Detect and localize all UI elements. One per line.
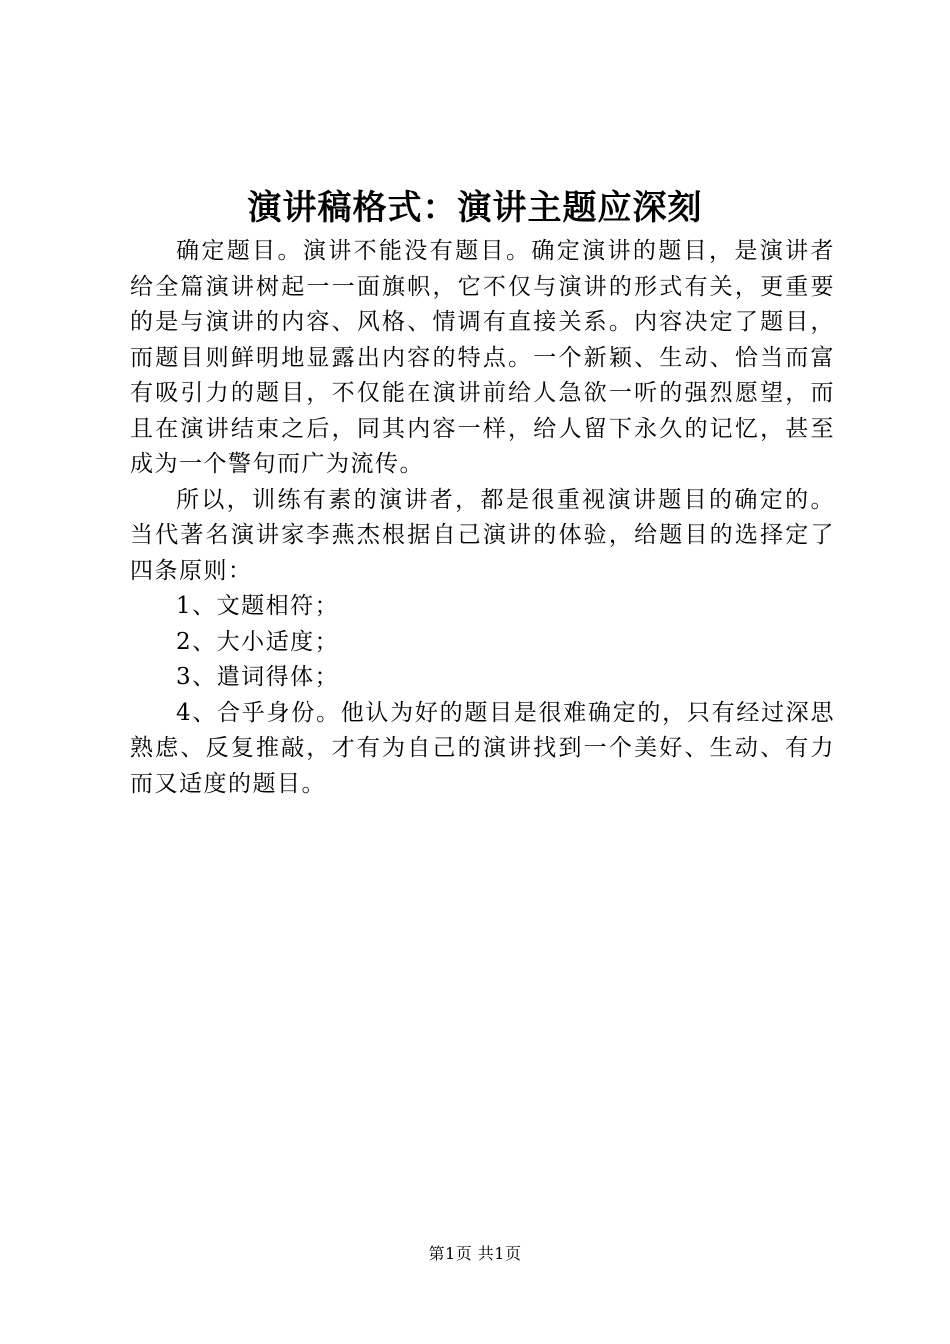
paragraph-intro: 确定题目。演讲不能没有题目。确定演讲的题目，是演讲者给全篇演讲树起一一面旗帜，它不仅与演讲的形式有关，更重要的是与演讲的内容、风格、情调有直接关系。内容决定了题目，而题目则鲜明地显露出内容的特点。一个新颖、生动、恰当而富有吸引力的题目，不仅能在演讲前给人急欲一听的强烈愿望，而且在演讲结束之后，同其内容一样，给人留下永久的记忆，甚至成为一个警句而广为流传。	[130, 238, 835, 477]
document-title: 演讲稿格式：演讲主题应深刻	[247, 188, 703, 228]
list-item-principle-2: 2、大小适度；	[176, 628, 340, 655]
paragraph-principles-intro: 所以，训练有素的演讲者，都是很重视演讲题目的确定的。当代著名演讲家李燕杰根据自己演讲的体验，给题目的选择定了四条原则：	[130, 486, 835, 584]
document-body	[130, 234, 835, 802]
list-item-principle-3: 3、遣词得体；	[176, 664, 340, 690]
list-item-principle-4: 4、合乎身份。他认为好的题目是很难确定的，只有经过深思熟虑、反复推敲，才有为自己的演讲找到一个美好、生动、有力而又适度的题目。	[130, 699, 835, 797]
list-item-principle-1: 1、文题相符；	[176, 593, 340, 619]
page-footer: 第1页 共1页	[428, 1244, 522, 1263]
